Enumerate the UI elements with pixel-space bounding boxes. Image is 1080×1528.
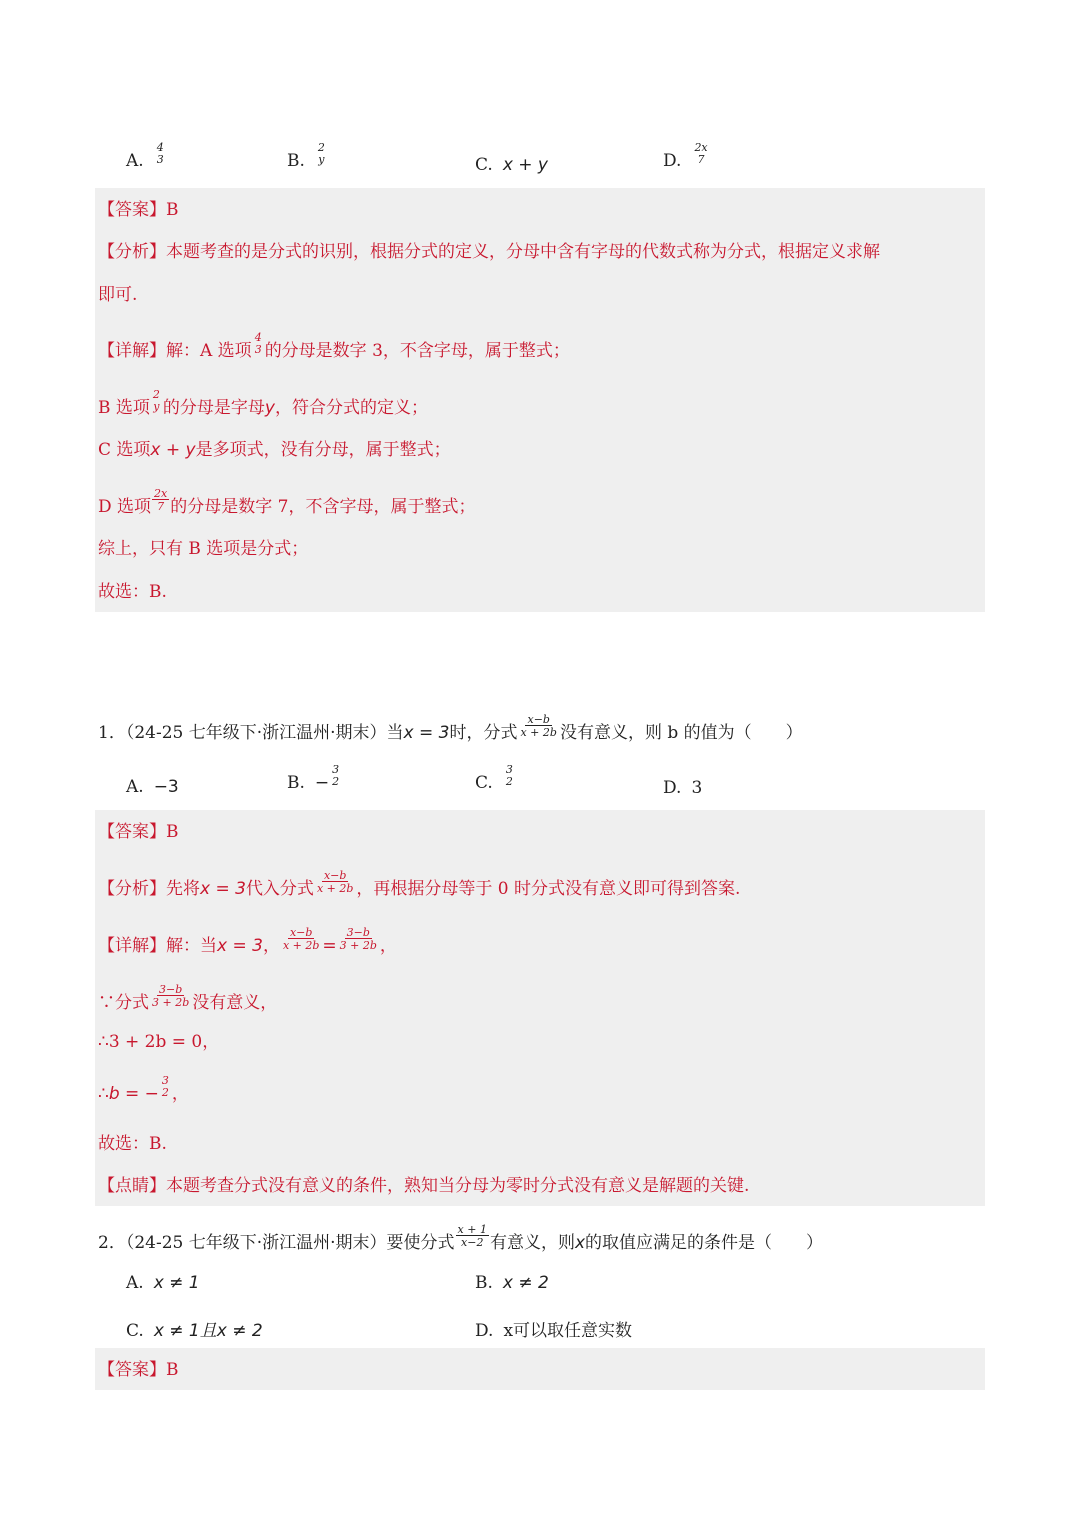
q1-option-c: C. 3 2: [475, 763, 513, 793]
q2-option-d: D. x可以取任意实数: [475, 1321, 633, 1341]
fraction: $\frac{3-b}{3 + 2b}$: [152, 982, 190, 1009]
q1-detail-1: 【详解】解：当x = 3， $\frac{x-b}{x + 2b}$ = $\frac{3-b}{3 + 2b}$ ，: [98, 925, 397, 956]
q0-summary: 综上，只有 B 选项是分式；: [98, 539, 309, 559]
q0-option-b: B. 2 y: [287, 141, 325, 171]
q0-option-c: C. x + y: [475, 155, 548, 175]
q2-option-a: A. x ≠ 1: [126, 1273, 200, 1293]
q2-option-b: B. x ≠ 2: [475, 1273, 549, 1293]
q0-analysis: 【分析】本题考查的是分式的识别，根据分式的定义，分母中含有字母的代数式称为分式，根据定义求解: [98, 242, 880, 262]
q0-option-d: D. 2x 7: [663, 141, 708, 171]
fraction: 3 2: [332, 763, 340, 788]
q0-analysis-cont: 即可.: [98, 285, 138, 305]
q0-choose: 故选：B.: [98, 582, 167, 602]
q1-option-b: B. − 3 2: [287, 763, 340, 793]
q1-point: 【点睛】本题考查分式没有意义的条件，熟知当分母为零时分式没有意义是解题的关键.: [98, 1176, 750, 1196]
fraction: 2 y: [152, 388, 160, 413]
fraction: $\frac{x-b}{x + 2b}$: [316, 868, 354, 895]
fraction: 2 y: [317, 141, 325, 166]
q2-answer: 【答案】B: [98, 1360, 179, 1380]
q1-detail-4: ∴b = − 3 2 ，: [98, 1074, 189, 1104]
q1-option-a: A. −3: [126, 777, 179, 797]
q0-option-a: A. 4 3: [126, 141, 164, 171]
q1-detail-2: ∵分式 $\frac{3-b}{3 + 2b}$ 没有意义，: [98, 982, 278, 1013]
fraction: $\frac{x-b}{x + 2b}$: [520, 712, 557, 739]
fraction: 2x 7: [694, 141, 708, 166]
q2-stem: 2．（24-25 七年级下·浙江温州·期末）要使分式 $\frac{x + 1}{x-2}$ 有意义，则x的取值应满足的条件是（ ）: [98, 1222, 824, 1253]
q2-option-c: C. x ≠ 1且x ≠ 2: [126, 1321, 263, 1341]
q0-detail-4: D 选项 $\frac{2x}{7}$ 的分母是数字 7，不含字母，属于整式；: [98, 486, 476, 517]
q0-detail-3: C 选项x + y是多项式，没有分母，属于整式；: [98, 440, 451, 460]
q1-answer: 【答案】B: [98, 822, 179, 842]
q0-detail-1: 【详解】解：A 选项 4 3 的分母是数字 3，不含字母，属于整式；: [98, 331, 570, 361]
q1-detail-3: ∴3 + 2b = 0，: [98, 1032, 220, 1052]
q2-answer-box: [95, 1348, 985, 1390]
fraction: 4 3: [254, 331, 262, 356]
fraction: $\frac{x-b}{x + 2b}$: [282, 925, 320, 952]
fraction: 3 2: [161, 1074, 169, 1099]
fraction: $\frac{x + 1}{x-2}$: [457, 1222, 487, 1249]
fraction: $\frac{3-b}{3 + 2b}$: [339, 925, 377, 952]
q0-answer: 【答案】B: [98, 200, 179, 220]
q1-analysis: 【分析】先将x = 3代入分式 $\frac{x-b}{x + 2b}$ ，再根据分母等于 0 时分式没有意义即可得到答案.: [98, 868, 741, 899]
fraction: $\frac{2x}{7}$: [154, 486, 168, 513]
q1-stem: 1．（24-25 七年级下·浙江温州·期末）当x = 3时，分式 $\frac{x-b}{x + 2b}$ 没有意义，则 b 的值为（ ）: [98, 712, 803, 743]
q0-detail-2: B 选项 2 y 的分母是字母y，符合分式的定义；: [98, 388, 428, 418]
q1-choose: 故选：B.: [98, 1134, 167, 1154]
q1-option-d: D. 3: [663, 778, 703, 798]
fraction: 3 2: [505, 763, 513, 788]
fraction: 4 3: [156, 141, 164, 166]
